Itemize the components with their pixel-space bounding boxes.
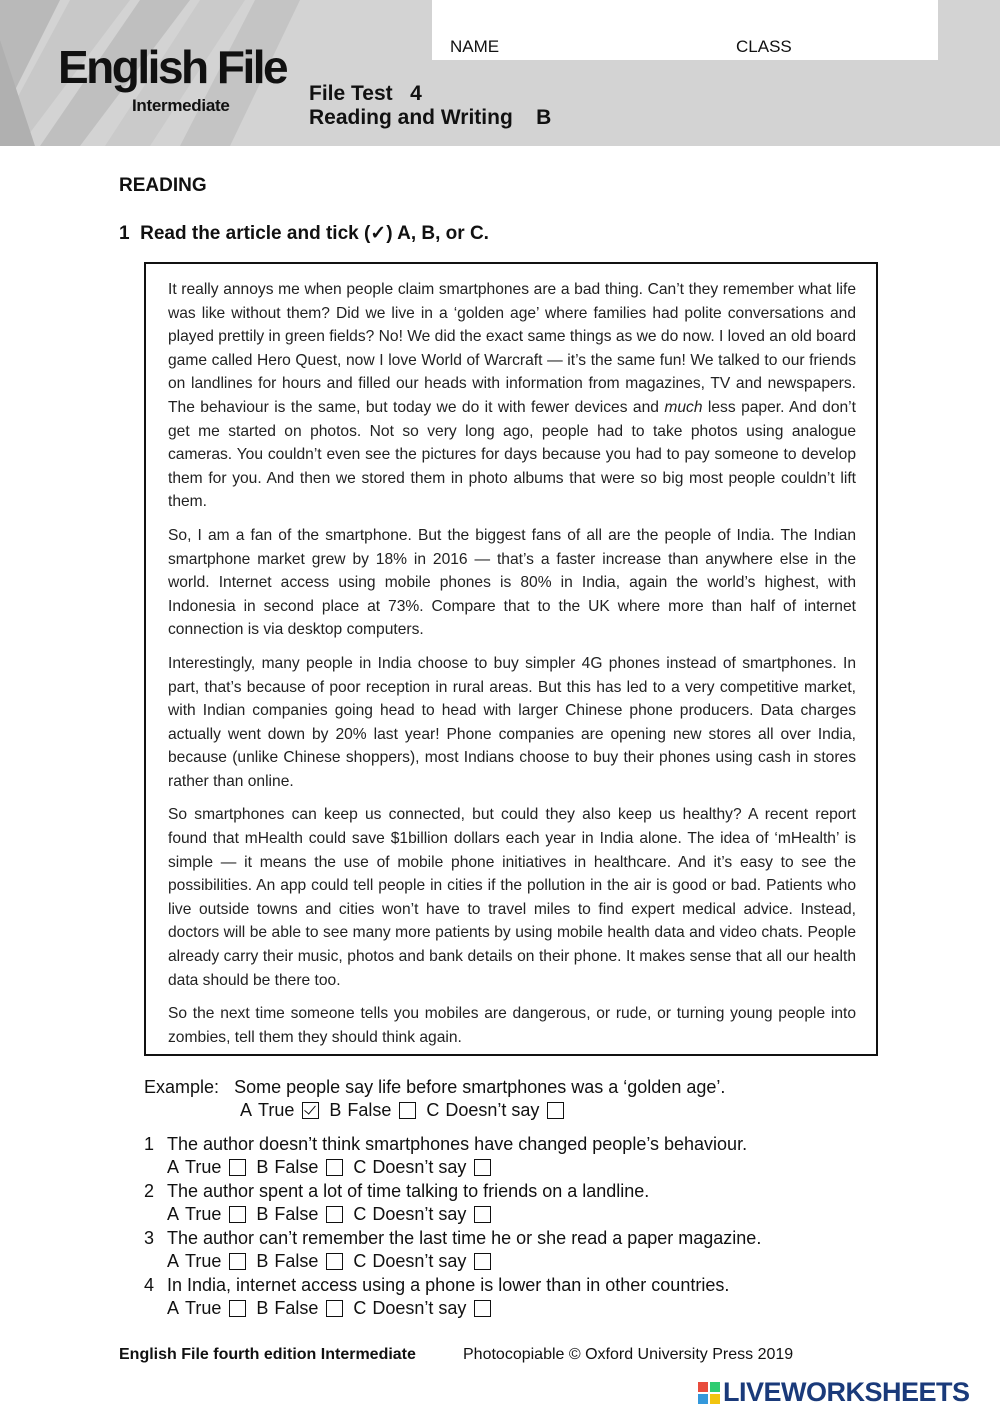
question-text: The author spent a lot of time talking to friends on a landline.: [167, 1181, 650, 1201]
tick-box-checked: [302, 1102, 319, 1119]
option-b[interactable]: B False: [256, 1203, 343, 1226]
tick-box[interactable]: [326, 1300, 343, 1317]
option-a[interactable]: A True: [167, 1250, 246, 1273]
liveworksheets-logo-icon: [698, 1382, 720, 1404]
logo-square: [710, 1394, 720, 1404]
tick-box[interactable]: [229, 1253, 246, 1270]
question-options: [144, 1156, 904, 1179]
question-options: [144, 1297, 904, 1320]
article-paragraph-3: Interestingly, many people in India choose to buy simpler 4G phones instead of smartphones. In part, that’s because of poor reception in rural areas. But this has led to a very competitive market, with Indian companies going head to head with larger Chinese phone producers. Data charges actually went down by 20% last year! Phone companies are opening new stores all over India, because (unlike Chinese shoppers), most Indians choose to buy their phones using cash in stores rather than online.: [168, 654, 856, 790]
name-class-box: [432, 0, 938, 60]
question-row: [144, 1226, 904, 1250]
question-options: [144, 1250, 904, 1273]
footer-copyright: Photocopiable © Oxford University Press 2019: [463, 1346, 794, 1363]
option-c[interactable]: C Doesn’t say: [353, 1156, 491, 1179]
footer-edition: English File fourth edition Intermediate: [119, 1346, 416, 1363]
example-option-a: A True: [240, 1099, 319, 1122]
article-p1-after: less paper. And don’t get me started on photos. Not so very long ago, people had to take photos using analogue cameras. You couldn’t even see the pictures for days because you had to pay someone to develop them for you. And then we stored them in photo albums that were so big most people couldn’t lift them.: [168, 398, 856, 511]
question-text: The author can’t remember the last time he or she read a paper magazine.: [167, 1228, 762, 1248]
tick-box[interactable]: [474, 1300, 491, 1317]
question-row: [144, 1273, 904, 1297]
option-b[interactable]: B False: [256, 1250, 343, 1273]
article-p1-text: It really annoys me when people claim smartphones are a bad thing. Can’t they remember what life was like without them? Did we live in a ‘golden age’ where families had polite conversations and played prettily in green fields? No! We did the exact same things as we do now. I loved an old board game called Hero Quest, now I love World of Warcraft — it’s the same fun! We talked to our friends on landlines for hours and filled our heads with information from magazines, TV and newspapers. The behaviour is the same, but today we do it with fewer devices and: [168, 281, 856, 416]
example-options: [144, 1099, 904, 1122]
example-row: [144, 1076, 904, 1099]
question-number: 1: [144, 1134, 155, 1154]
logo-square: [698, 1382, 708, 1392]
test-title: [309, 82, 551, 130]
logo-square: [698, 1394, 708, 1404]
name-label: NAME: [450, 37, 500, 56]
tick-box[interactable]: [474, 1253, 491, 1270]
question-number: 4: [144, 1275, 155, 1295]
option-a[interactable]: A True: [167, 1297, 246, 1320]
test-title-line2: Reading and Writing B: [309, 106, 552, 129]
article-paragraph-1: [168, 278, 856, 514]
example-label: Example:: [144, 1077, 220, 1097]
question-text: The author doesn’t think smartphones have changed people’s behaviour.: [167, 1134, 748, 1154]
question-text: In India, internet access using a phone is lower than in other countries.: [167, 1275, 730, 1295]
task-instruction: 1 Read the article and tick (✓) A, B, or C.: [119, 223, 489, 244]
section-heading: READING: [119, 175, 207, 196]
question-row: [144, 1132, 904, 1156]
option-c[interactable]: C Doesn’t say: [353, 1203, 491, 1226]
option-b[interactable]: B False: [256, 1297, 343, 1320]
question-row: [144, 1179, 904, 1203]
tick-box[interactable]: [474, 1206, 491, 1223]
tick-box[interactable]: [326, 1206, 343, 1223]
article-p1-emphasis: much: [664, 398, 703, 416]
tick-box[interactable]: [229, 1300, 246, 1317]
article-box: [144, 262, 878, 1056]
tick-box: [547, 1102, 564, 1119]
question-number: 3: [144, 1228, 155, 1248]
question-number: 2: [144, 1181, 155, 1201]
liveworksheets-watermark: [698, 1377, 970, 1408]
article-paragraph-5: So the next time someone tells you mobiles are dangerous, or rude, or turning young people into zombies, tell them they should think again.: [168, 1005, 856, 1046]
example-text: Some people say life before smartphones was a ‘golden age’.: [234, 1077, 726, 1097]
option-b[interactable]: B False: [256, 1156, 343, 1179]
article-paragraph-2: So, I am a fan of the smartphone. But the biggest fans of all are the people of India. The Indian smartphone market grew by 18% in 2016 — that’s a faster increase than anywhere else in the world. Internet access using mobile phones is 80% in India, again the world’s highest, with Indonesia in second place at 73%. Compare that to the UK where more than half of internet connection is via desktop computers.: [168, 526, 856, 639]
tick-box: [399, 1102, 416, 1119]
option-c[interactable]: C Doesn’t say: [353, 1250, 491, 1273]
tick-box[interactable]: [326, 1159, 343, 1176]
example-option-c: C Doesn’t say: [426, 1099, 564, 1122]
tick-box[interactable]: [229, 1206, 246, 1223]
option-a[interactable]: A True: [167, 1203, 246, 1226]
tick-box[interactable]: [326, 1253, 343, 1270]
article-paragraph-4: So smartphones can keep us connected, but could they also keep us healthy? A recent report found that mHealth could save $1billion dollars each year in India alone. The idea of ‘mHealth’ is simple — it means the use of mobile phone initiatives in healthcare. And it’s easy to see the possibilities. An app could tell people in cities if the pollution in the air is good or bad. Patients who live outside towns and cities won’t have to travel miles to find expert medical advice. Instead, doctors will be able to see many more patients by using mobile health data and video chats. People already carry their music, photos and bank details on their phone. It makes sense that all our health data should be there too.: [168, 806, 856, 989]
example-option-b: B False: [329, 1099, 416, 1122]
questions-area: [144, 1076, 904, 1320]
tick-box[interactable]: [229, 1159, 246, 1176]
option-a[interactable]: A True: [167, 1156, 246, 1179]
test-title-line1: File Test 4: [309, 82, 422, 105]
logo-title: English File: [58, 41, 287, 93]
liveworksheets-text: LIVEWORKSHEETS: [723, 1377, 970, 1407]
tick-box[interactable]: [474, 1159, 491, 1176]
class-label: CLASS: [736, 37, 792, 56]
logo-square: [710, 1382, 720, 1392]
page-header: [0, 0, 1000, 146]
logo-subtitle: Intermediate: [132, 96, 230, 115]
option-c[interactable]: C Doesn’t say: [353, 1297, 491, 1320]
question-list: [144, 1132, 904, 1320]
question-options: [144, 1203, 904, 1226]
